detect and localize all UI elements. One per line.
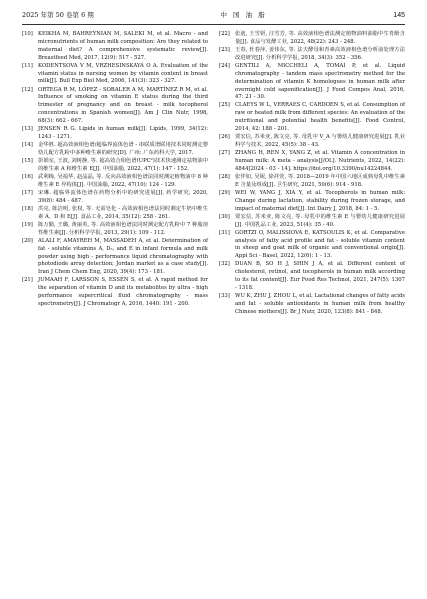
reference-entry <box>22 277 208 308</box>
reference-text: 洪亮, 陈洁明, 张权, 等. 无需皂化 - 高效液相色谱法同时测定牛奶中维生素 A、D 和 E[J]. 食品工业, 2014, 35(12): 258 - 261. <box>38 205 208 220</box>
reference-entry <box>22 63 208 87</box>
reference-number: [29] <box>219 189 230 196</box>
issue-info: 2025 年第 50 卷第 6 期 <box>22 11 94 19</box>
reference-entry <box>22 174 208 190</box>
reference-number: [19] <box>22 221 33 228</box>
reference-entry <box>22 158 208 174</box>
reference-entry <box>219 230 405 261</box>
reference-entry <box>22 126 208 142</box>
reference-text: ZHANG H, REN X, YANG Z, et al. Vitamin A concentration in human milk: A meta - analysis[J/OL]. Nutrients, 2022, 14(22): 4844[2024 - 03 - 14]. https://doi.org/10.3390/nu14224844. <box>235 150 405 172</box>
reference-entry <box>219 214 405 230</box>
reference-text: 贾宏信, 苏米亚, 陈文亮, 等. 母乳中的维生素 E 与婴幼儿健康研究进展[J]. 中国乳品工业, 2023, 51(4): 35 - 40. <box>235 213 405 228</box>
reference-text: CLAEYS W L, VERRAES C, CARDOEN S, et al. Consumption of raw or heated milk from different species: An evaluation of the nutritional and potential health benefits[J]. Food Control, 2014, 42: 188 - 201. <box>235 102 405 133</box>
reference-entry <box>22 190 208 206</box>
reference-text: KEIKHA M, BAHREYNIAN M, SALEKI M, et al. Macro - and micronutrients of human milk composition: Are they related to maternal diet? A comprehensive systematic review[J]. Breastfeed Med, 2017, 12(9): 517 - 527. <box>38 31 208 61</box>
reference-number: [17] <box>22 189 33 196</box>
running-header <box>22 10 405 22</box>
reference-number: [11] <box>22 62 33 69</box>
references-left-column <box>22 31 208 317</box>
reference-text: DUAN B, SO H J, SHIN J A, et al. Different content of cholesterol, retinol, and tocopherols in human milk according to its fat content[J]. Eur Food Res Technol, 2021, 247(5): 1307 - 1318. <box>235 261 405 291</box>
reference-number: [33] <box>219 293 230 300</box>
reference-number: [30] <box>219 213 230 220</box>
reference-entry <box>22 87 208 126</box>
reference-entry <box>22 222 208 238</box>
reference-text: 陈万勤, 王璐, 黄丽英, 等. 高效液相色谱法同时测定配方乳粉中 7 种脂溶性维生素[J]. 分析科学学报, 2013, 29(1): 109 - 112. <box>38 221 208 236</box>
reference-entry <box>22 31 208 62</box>
references-right-column <box>219 31 405 317</box>
reference-text: 武利梅, 吴福华, 赵晶晶, 等. 反向高效液相色谱法同时测定植物油中 8 种维生素 E 异构体[J]. 中国油脂, 2022, 47(10): 124 - 129. <box>38 173 208 188</box>
journal-title: 中 国 油 脂 <box>220 11 267 19</box>
reference-text: 金华胜. 超高效液相色谱/超临界流体色谱 - 串联质谱联用技术同时测定婴幼儿配方乳粉中多种维生素的研究[D]. 广州: 广东药科大学, 2017. <box>38 142 208 156</box>
reference-entry <box>219 31 405 47</box>
reference-entry <box>22 142 208 158</box>
reference-number: [13] <box>22 126 33 133</box>
reference-text: WU K, ZHU J, ZHOU L, et al. Lactational changes of fatty acids and fat - soluble antioxidants in human milk from healthy Chinese mothers[J]. Br J Nutr, 2020, 123(8): 841 - 848. <box>235 293 405 315</box>
reference-number: [20] <box>22 237 33 244</box>
reference-number: [27] <box>219 150 230 157</box>
reference-text: WEI W, YANG J, XIA Y, et al. Tocopherols in human milk: Change during lactation, stability during frozen storage, and impact of maternal diet[J]. Int Dairy J, 2018, 84: 1 - 5. <box>235 189 405 212</box>
reference-entry <box>219 293 405 317</box>
reference-entry <box>219 190 405 214</box>
reference-number: [22] <box>219 31 230 37</box>
reference-text: KODENTSOVA V M, VRZHESINSKAYA O A. Evaluation of the vitamin status in nursing women by vitamin content in breast milk[J]. Bull Exp Biol Med, 2006, 141(3): 323 - 327. <box>38 62 208 85</box>
reference-entry <box>22 238 208 277</box>
reference-text: ALALI F, AMAYREH M, MASSADEH A, et al. Determination of fat - soluble vitamins A, D₃, and E in infant formula and milk powder using high - performance liquid chromatography with photodiode array detection; Jordan market as a case study[J]. Iran J Chem Chem Eng, 2020, 39(4): 173 - 181. <box>38 237 208 276</box>
reference-number: [15] <box>22 157 33 164</box>
reference-number: [18] <box>22 205 33 212</box>
reference-entry <box>22 206 208 222</box>
reference-number: [31] <box>219 229 230 236</box>
header-rule <box>22 24 405 25</box>
reference-number: [12] <box>22 86 33 93</box>
reference-text: 宋琳. 超临界流体色谱在药物分析中的研究进展[J]. 药学研究, 2020, 39(8): 484 - 487. <box>38 189 208 204</box>
reference-text: JUMAAH F, LARSSON S, ESSÉN S, et al. A rapid method for the separation of vitamin D and its metabolites by ultra - high performance supercritical fluid chromatography - mass spectrometry[J]. J Chromatogr A, 2016, 1440: 191 - 200. <box>38 277 208 307</box>
reference-entry <box>219 261 405 292</box>
reference-number: [32] <box>219 261 230 268</box>
reference-number: [14] <box>22 142 33 148</box>
reference-entry <box>219 63 405 102</box>
reference-entry <box>219 47 405 63</box>
reference-text: 张迪, 王雪妍, 汪雪芳, 等. 高效液相色谱法测定植物油料油脂中生育酚含量[J]. 食品与发酵工业, 2022, 48(22): 243 - 248. <box>235 31 405 45</box>
reference-entry <box>219 174 405 190</box>
reference-entry <box>219 150 405 174</box>
reference-text: 王春, 杜春萍, 姜伟东, 等. 法夫酵母和青素高效液相色谱分析前处理方法改进研究[J]. 分析科学学报, 2018, 34(3): 352 - 356. <box>235 46 405 61</box>
reference-text: 彭娟室, 王波, 刘树静, 等. 超高效合相色谱(UPC²)技术快速测定祛物油中的维生素 A 和维生素 E[J]. 中国油脂, 2022, 47(1): 147 - 152. <box>38 157 208 172</box>
reference-number: [10] <box>22 31 33 37</box>
reference-entry <box>219 134 405 150</box>
reference-number: [28] <box>219 173 230 180</box>
reference-text: GORTZI O, MALISSIOVA E, KATSOULIS K, et al. Comparative analysis of fatty acid profile and fat - soluble vitamin content in sheep and goat milk of organic and conventional origin[J]. Appl Sci - Basel, 2022, 12(6): 1 - 13. <box>235 229 405 260</box>
reference-text: JENSEN R G. Lipids in human milk[J]. Lipids, 1999, 34(12): 1243 - 1271. <box>38 126 208 140</box>
reference-entry <box>219 102 405 133</box>
reference-text: GENTILI A, MICCHELI A, TOMAI P, et al. Liquid chromatography - tandem mass spectrometry method for the determination of vitamin K homologues in human milk after overnight cold saponification[J]. J Food Compos Anal, 2016, 47: 21 - 30. <box>235 62 405 101</box>
reference-number: [25] <box>219 102 230 109</box>
reference-number: [26] <box>219 134 230 141</box>
reference-number: [21] <box>22 277 33 284</box>
page-number: 145 <box>393 12 405 19</box>
reference-text: 张伴如, 吴妮, 徐祥萱, 等. 2018—2019 年中国六地区成熟母乳中维生素 E 含量及组成[J]. 卫生研究, 2021, 50(6): 914 - 918. <box>235 173 405 188</box>
reference-text: 贾宏信, 苏米亚, 陈文亮, 等. 母乳中 V_A 与婴幼儿健康研究进展[J]. 乳业科学与技术, 2022, 45(5): 38 - 43. <box>235 134 405 148</box>
reference-text: ORTEGA R M, LÓPEZ - SOBALER A M, MARTÍNEZ R M, et al. Influence of smoking on vitamin E status during the third trimester of pregnancy and on breast - milk tocopherol concentrations in Spanish women[J]. Am J Clin Nutr, 1998, 68(3): 662 - 667. <box>38 86 208 124</box>
reference-number: [24] <box>219 62 230 69</box>
reference-number: [23] <box>219 46 230 53</box>
reference-number: [16] <box>22 173 33 180</box>
references-body <box>22 31 405 317</box>
